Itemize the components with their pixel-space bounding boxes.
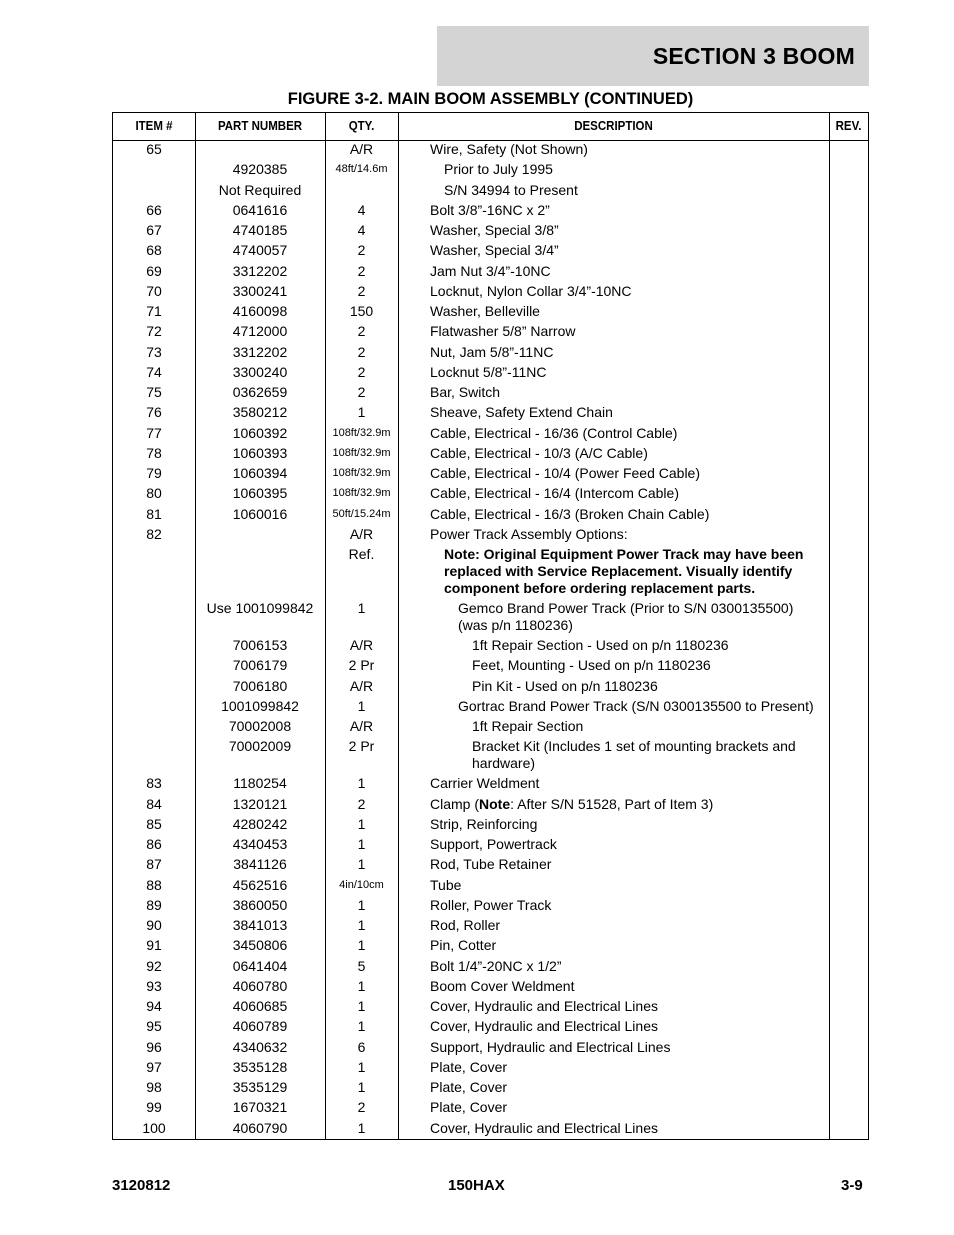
item-cell: 87 bbox=[146, 856, 162, 873]
item-cell: 97 bbox=[146, 1058, 162, 1075]
table-row bbox=[113, 303, 868, 323]
qty-cell: 1 bbox=[357, 917, 366, 933]
table-row bbox=[113, 182, 868, 202]
qty-cell: 1 bbox=[357, 896, 366, 913]
description-cell: Prior to July 1995 bbox=[444, 161, 553, 178]
table-row bbox=[113, 263, 868, 283]
description-cell: Plate, Cover bbox=[430, 1079, 508, 1095]
qty-cell: 2 bbox=[357, 363, 366, 380]
column-header-part-number: PART NUMBER bbox=[217, 119, 303, 133]
qty-cell: 2 Pr bbox=[348, 657, 375, 674]
parts-table bbox=[112, 112, 869, 1140]
item-cell: 69 bbox=[146, 262, 162, 279]
qty-cell: 1 bbox=[357, 1079, 366, 1095]
description-cell: Cable, Electrical - 10/3 (A/C Cable) bbox=[430, 444, 648, 461]
qty-cell: A/R bbox=[349, 141, 374, 157]
table-row bbox=[113, 242, 868, 262]
qty-cell: 1 bbox=[357, 856, 366, 873]
table-row bbox=[113, 637, 868, 657]
part-number-cell: 1060393 bbox=[232, 444, 288, 461]
description-cell: Nut, Jam 5/8”-11NC bbox=[430, 343, 554, 360]
item-cell: 77 bbox=[146, 424, 162, 441]
item-cell: 65 bbox=[146, 141, 162, 157]
part-number-cell: 1060392 bbox=[232, 424, 288, 441]
part-number-cell: 7006179 bbox=[232, 657, 288, 674]
part-number-cell: 1670321 bbox=[232, 1099, 288, 1116]
item-cell: 93 bbox=[146, 977, 162, 994]
item-cell: 75 bbox=[146, 384, 162, 400]
description-cell: Washer, Special 3/8” bbox=[430, 222, 559, 238]
figure-title: FIGURE 3-2. MAIN BOOM ASSEMBLY (CONTINUED) bbox=[287, 90, 694, 108]
part-number-cell: 3841126 bbox=[233, 856, 287, 873]
item-cell: 94 bbox=[146, 998, 162, 1014]
description-cell: Pin, Cotter bbox=[430, 937, 497, 954]
qty-cell: 1 bbox=[357, 937, 366, 954]
part-number-cell: 4712000 bbox=[232, 323, 288, 340]
description-cell: Gortrac Brand Power Track (S/N 0300135500 to Present) bbox=[458, 697, 814, 714]
table-row bbox=[113, 283, 868, 303]
part-number-cell: 4562516 bbox=[232, 876, 288, 893]
description-cell: Bolt 3/8”-16NC x 2” bbox=[430, 201, 550, 218]
table-row bbox=[113, 738, 868, 775]
table-row bbox=[113, 796, 868, 816]
part-number-cell: 4060780 bbox=[232, 977, 288, 994]
qty-cell: 2 bbox=[357, 343, 366, 360]
part-number-cell: 4920385 bbox=[232, 161, 288, 178]
qty-cell: 6 bbox=[357, 1038, 366, 1055]
item-cell: 99 bbox=[146, 1099, 162, 1116]
qty-cell: 1 bbox=[357, 1018, 366, 1035]
description-cell: Cover, Hydraulic and Electrical Lines bbox=[430, 1018, 658, 1035]
part-number-cell: 4280242 bbox=[232, 815, 288, 832]
qty-cell: Ref. bbox=[348, 546, 375, 562]
description-cell: Locknut, Nylon Collar 3/4”-10NC bbox=[430, 282, 632, 299]
table-row bbox=[113, 1018, 868, 1038]
qty-cell: 2 bbox=[357, 282, 366, 299]
item-cell: 91 bbox=[146, 937, 162, 954]
part-number-cell: 3860050 bbox=[232, 896, 288, 913]
section-title: SECTION 3 BOOM bbox=[652, 42, 855, 69]
doc-number: 3120812 bbox=[112, 1177, 171, 1194]
part-number-cell: 3450806 bbox=[232, 937, 288, 954]
description-cell: Cable, Electrical - 16/3 (Broken Chain Cable) bbox=[430, 505, 710, 522]
qty-cell: 2 bbox=[357, 323, 366, 340]
item-cell: 83 bbox=[146, 775, 162, 792]
part-number-cell: 1180254 bbox=[233, 775, 287, 792]
table-row bbox=[113, 445, 868, 465]
table-row bbox=[113, 958, 868, 978]
description-cell: 1ft Repair Section bbox=[472, 718, 584, 734]
description-cell: Bar, Switch bbox=[430, 384, 501, 400]
table-row bbox=[113, 856, 868, 876]
item-cell: 76 bbox=[146, 404, 162, 421]
description-cell: Cable, Electrical - 16/4 (Intercom Cable) bbox=[430, 485, 679, 502]
table-row bbox=[113, 998, 868, 1018]
description-cell: Bolt 1/4”-20NC x 1/2” bbox=[430, 957, 562, 974]
section-header bbox=[437, 26, 869, 86]
part-number-cell: 4740185 bbox=[232, 222, 288, 238]
qty-cell: 1 bbox=[357, 836, 366, 852]
description-cell: Clamp (Note: After S/N 51528, Part of Item 3) bbox=[430, 795, 714, 812]
table-row bbox=[113, 1120, 868, 1140]
item-cell: 78 bbox=[146, 444, 162, 461]
item-cell: 92 bbox=[146, 957, 162, 974]
part-number-cell: 70002009 bbox=[228, 738, 292, 755]
description-cell: Plate, Cover bbox=[430, 1099, 508, 1116]
table-row bbox=[113, 836, 868, 856]
description-cell: Cable, Electrical - 10/4 (Power Feed Cable) bbox=[430, 465, 701, 481]
part-number-cell: 3300240 bbox=[232, 363, 288, 380]
qty-cell: 1 bbox=[357, 815, 366, 832]
table-row bbox=[113, 1059, 868, 1079]
description-cell: Support, Powertrack bbox=[430, 836, 557, 852]
part-number-cell: 1060395 bbox=[232, 485, 288, 502]
description-cell: 1ft Repair Section - Used on p/n 1180236 bbox=[472, 637, 729, 653]
table-row bbox=[113, 344, 868, 364]
description-cell: Pin Kit - Used on p/n 1180236 bbox=[472, 677, 658, 694]
description-cell: Gemco Brand Power Track (Prior to S/N 0300135500) (was p/n 1180236) bbox=[458, 600, 794, 633]
description-cell: Cover, Hydraulic and Electrical Lines bbox=[430, 998, 658, 1014]
part-number-cell: 3535129 bbox=[232, 1079, 288, 1095]
qty-cell: A/R bbox=[349, 677, 374, 694]
item-cell: 81 bbox=[146, 505, 162, 522]
part-number-cell: Use 1001099842 bbox=[206, 600, 314, 616]
table-row bbox=[113, 425, 868, 445]
part-number-cell: 3580212 bbox=[232, 404, 288, 421]
column-header-rev: REV. bbox=[835, 119, 862, 133]
qty-cell: 1 bbox=[357, 1119, 366, 1136]
qty-cell: 1 bbox=[357, 1058, 366, 1075]
description-cell: Washer, Belleville bbox=[430, 303, 540, 319]
qty-cell: 108ft/32.9m bbox=[332, 487, 391, 500]
part-number-cell: 4060789 bbox=[232, 1018, 288, 1035]
description-cell: Strip, Reinforcing bbox=[430, 815, 538, 832]
part-number-cell: 4160098 bbox=[232, 303, 288, 319]
item-cell: 90 bbox=[146, 917, 162, 933]
qty-cell: 2 bbox=[357, 384, 366, 400]
item-cell: 80 bbox=[146, 485, 162, 502]
table-row bbox=[113, 1079, 868, 1099]
description-cell: Plate, Cover bbox=[430, 1058, 508, 1075]
qty-cell: A/R bbox=[349, 718, 374, 734]
qty-cell: 1 bbox=[357, 404, 366, 421]
table-row bbox=[113, 323, 868, 343]
description-cell: Locknut 5/8”-11NC bbox=[430, 363, 547, 380]
part-number-cell: 4340453 bbox=[232, 836, 288, 852]
table-row bbox=[113, 657, 868, 677]
column-header-qty: QTY. bbox=[348, 119, 375, 133]
table-row bbox=[113, 877, 868, 897]
table-row bbox=[113, 404, 868, 424]
item-cell: 72 bbox=[146, 323, 162, 340]
table-row bbox=[113, 718, 868, 738]
table-row bbox=[113, 202, 868, 222]
qty-cell: A/R bbox=[349, 525, 374, 542]
item-cell: 96 bbox=[146, 1038, 162, 1055]
item-cell: 70 bbox=[146, 282, 162, 299]
qty-cell: 1 bbox=[357, 775, 366, 792]
item-cell: 86 bbox=[146, 836, 162, 852]
part-number-cell: 3841013 bbox=[232, 917, 288, 933]
item-cell: 89 bbox=[146, 896, 162, 913]
description-cell: Cable, Electrical - 16/36 (Control Cable) bbox=[430, 424, 678, 441]
table-row bbox=[113, 917, 868, 937]
item-cell: 100 bbox=[142, 1119, 166, 1136]
part-number-cell: 7006180 bbox=[232, 677, 288, 694]
table-row bbox=[113, 816, 868, 836]
table-row bbox=[113, 161, 868, 181]
qty-cell: 48ft/14.6m bbox=[335, 163, 388, 176]
qty-cell: 108ft/32.9m bbox=[332, 426, 391, 439]
description-cell: Support, Hydraulic and Electrical Lines bbox=[430, 1038, 671, 1055]
table-row bbox=[113, 222, 868, 242]
part-number-cell: 4340632 bbox=[232, 1038, 288, 1055]
item-cell: 95 bbox=[146, 1018, 162, 1035]
qty-cell: 1 bbox=[357, 600, 366, 616]
table-row bbox=[113, 485, 868, 505]
description-cell: Washer, Special 3/4” bbox=[430, 242, 559, 259]
item-cell: 68 bbox=[146, 242, 162, 259]
qty-cell: 1 bbox=[357, 977, 366, 994]
description-cell: Cover, Hydraulic and Electrical Lines bbox=[430, 1119, 658, 1136]
description-cell: Note: Original Equipment Power Track may have been replaced with Service Replacement. Visually identify component before ordering replacement parts. bbox=[444, 546, 804, 596]
item-cell: 98 bbox=[146, 1079, 162, 1095]
table-row bbox=[113, 546, 868, 600]
column-header-description: DESCRIPTION bbox=[574, 119, 653, 133]
description-cell: Bracket Kit (Includes 1 set of mounting brackets and hardware) bbox=[472, 738, 796, 772]
description-cell: Wire, Safety (Not Shown) bbox=[430, 141, 588, 157]
description-cell: Jam Nut 3/4”-10NC bbox=[430, 262, 551, 279]
column-header-item: ITEM # bbox=[135, 119, 173, 133]
table-body bbox=[113, 141, 868, 1139]
qty-cell: 150 bbox=[349, 303, 374, 319]
item-cell: 88 bbox=[146, 876, 162, 893]
table-row bbox=[113, 141, 868, 161]
part-number-cell: 3300241 bbox=[232, 282, 288, 299]
item-cell: 73 bbox=[146, 343, 162, 360]
table-row bbox=[113, 937, 868, 957]
item-cell: 82 bbox=[146, 525, 162, 542]
description-cell: Roller, Power Track bbox=[430, 896, 552, 913]
part-number-cell: 1001099842 bbox=[221, 697, 299, 714]
part-number-cell: 1060394 bbox=[232, 465, 288, 481]
qty-cell: A/R bbox=[349, 637, 374, 653]
item-cell: 84 bbox=[146, 795, 162, 812]
table-row bbox=[113, 1099, 868, 1119]
item-cell: 66 bbox=[146, 201, 162, 218]
part-number-cell: 1320121 bbox=[232, 795, 288, 812]
table-row bbox=[113, 364, 868, 384]
description-cell: S/N 34994 to Present bbox=[444, 181, 578, 198]
part-number-cell: 0641616 bbox=[232, 201, 288, 218]
description-cell: Feet, Mounting - Used on p/n 1180236 bbox=[472, 657, 711, 674]
qty-cell: 4 bbox=[357, 201, 366, 218]
description-cell: Carrier Weldment bbox=[430, 775, 540, 792]
part-number-cell: Not Required bbox=[218, 181, 302, 198]
part-number-cell: 1060016 bbox=[232, 505, 288, 522]
part-number-cell: 3312202 bbox=[232, 262, 288, 279]
item-cell: 67 bbox=[146, 222, 162, 238]
part-number-cell: 3535128 bbox=[232, 1058, 288, 1075]
table-row bbox=[113, 678, 868, 698]
qty-cell: 4in/10cm bbox=[339, 878, 384, 891]
table-row bbox=[113, 897, 868, 917]
qty-cell: 1 bbox=[357, 998, 366, 1014]
item-cell: 85 bbox=[146, 815, 162, 832]
page-number: 3-9 bbox=[841, 1177, 863, 1194]
table-row bbox=[113, 506, 868, 526]
part-number-cell: 4060685 bbox=[232, 998, 288, 1014]
qty-cell: 1 bbox=[357, 697, 366, 714]
qty-cell: 2 bbox=[357, 242, 366, 259]
description-cell: Tube bbox=[430, 876, 462, 893]
part-number-cell: 7006153 bbox=[232, 637, 288, 653]
table-row bbox=[113, 600, 868, 637]
qty-cell: 50ft/15.24m bbox=[332, 507, 391, 520]
description-cell: Rod, Roller bbox=[430, 917, 501, 933]
part-number-cell: 0362659 bbox=[232, 384, 288, 400]
model-name: 150HAX bbox=[448, 1177, 505, 1194]
table-row bbox=[113, 465, 868, 485]
part-number-cell: 70002008 bbox=[228, 718, 292, 734]
qty-cell: 4 bbox=[357, 222, 366, 238]
table-row bbox=[113, 1039, 868, 1059]
description-cell: Sheave, Safety Extend Chain bbox=[430, 404, 613, 421]
description-cell: Rod, Tube Retainer bbox=[430, 856, 552, 873]
qty-cell: 2 bbox=[357, 1099, 366, 1116]
qty-cell: 108ft/32.9m bbox=[332, 467, 391, 479]
item-cell: 71 bbox=[146, 303, 162, 319]
table-row bbox=[113, 698, 868, 718]
part-number-cell: 4060790 bbox=[232, 1119, 288, 1136]
qty-cell: 5 bbox=[357, 957, 366, 974]
qty-cell: 2 bbox=[357, 262, 366, 279]
table-row bbox=[113, 775, 868, 795]
description-cell: Flatwasher 5/8” Narrow bbox=[430, 323, 576, 340]
table-row bbox=[113, 978, 868, 998]
qty-cell: 2 bbox=[357, 795, 366, 812]
description-cell: Boom Cover Weldment bbox=[430, 977, 575, 994]
item-cell: 74 bbox=[146, 363, 162, 380]
table-row bbox=[113, 526, 868, 546]
part-number-cell: 0641404 bbox=[232, 957, 288, 974]
part-number-cell: 4740057 bbox=[232, 242, 288, 259]
qty-cell: 2 Pr bbox=[348, 738, 375, 755]
item-cell: 79 bbox=[146, 465, 162, 481]
description-cell: Power Track Assembly Options: bbox=[430, 525, 628, 542]
table-row bbox=[113, 384, 868, 404]
qty-cell: 108ft/32.9m bbox=[332, 446, 391, 459]
part-number-cell: 3312202 bbox=[232, 343, 288, 360]
